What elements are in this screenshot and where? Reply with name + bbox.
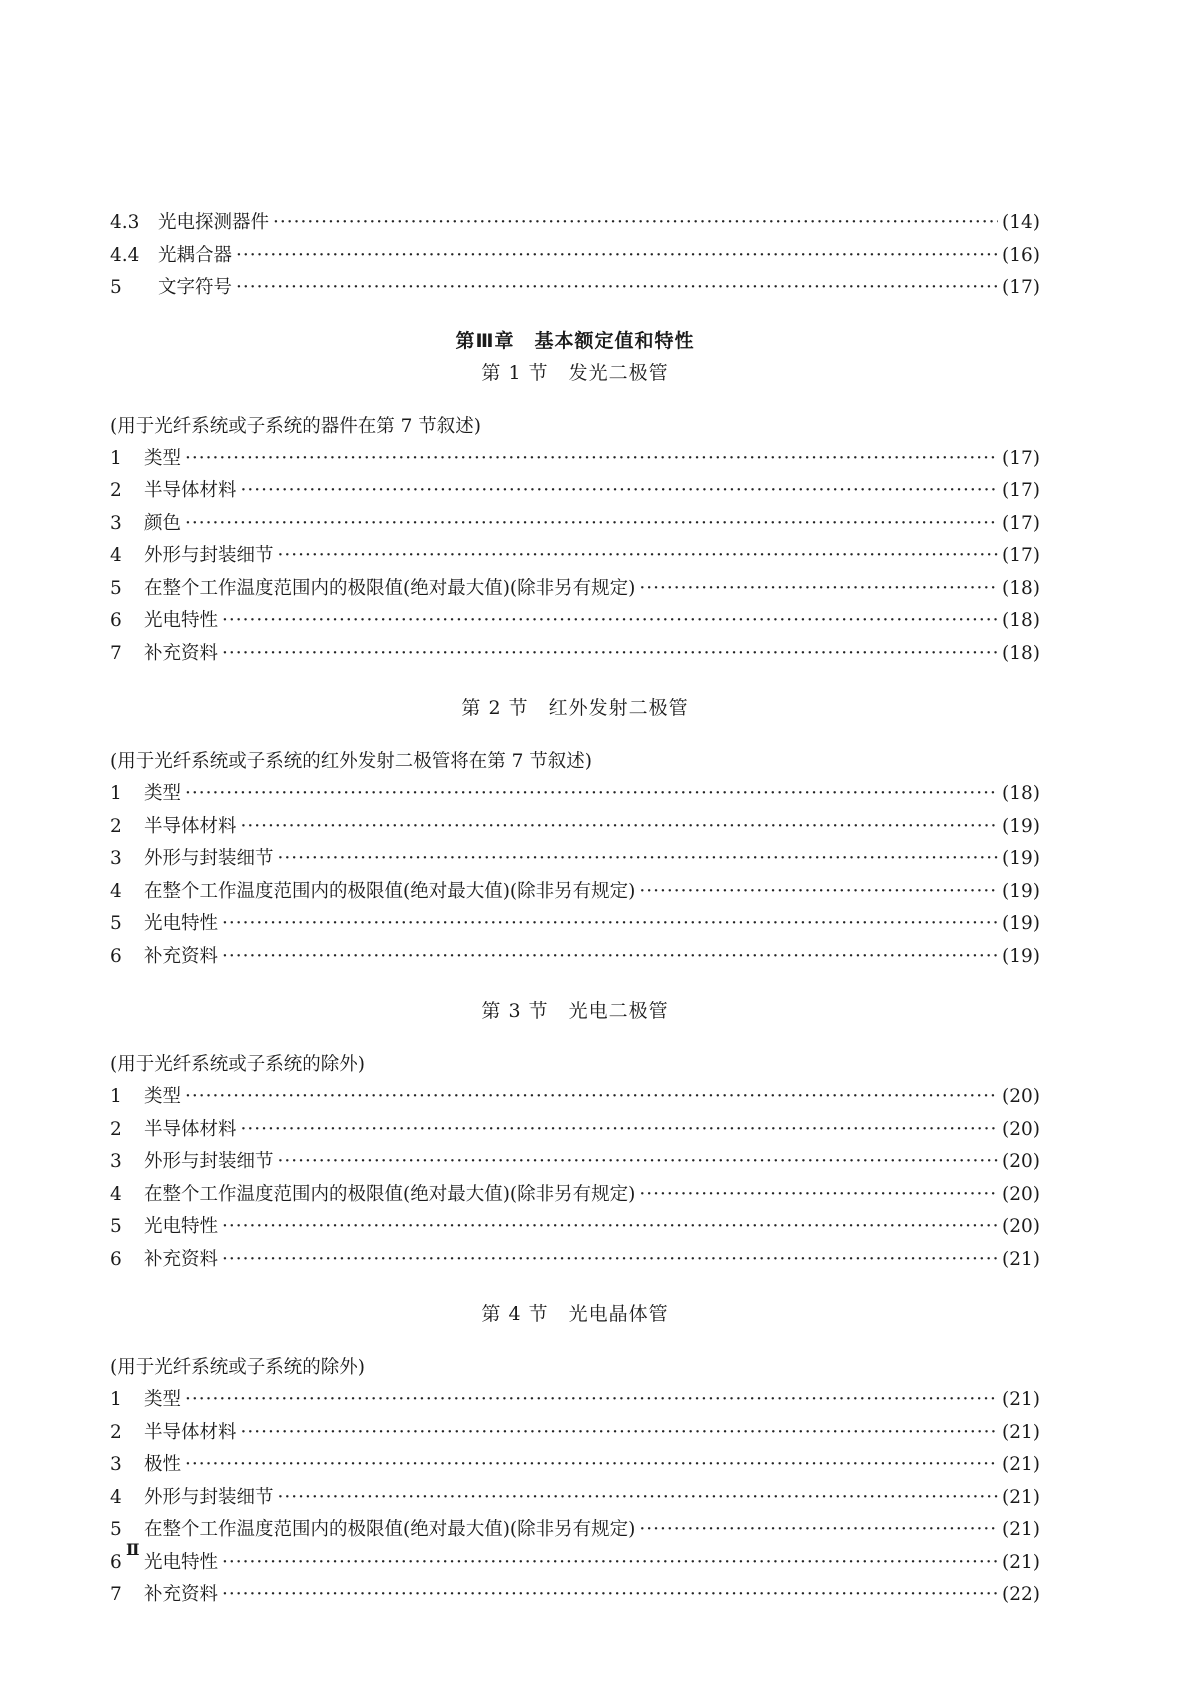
entry-title: 补充资料 — [144, 945, 219, 967]
entry-page: (17) — [1002, 512, 1040, 534]
dot-leader — [278, 1146, 999, 1179]
entry-page: (17) — [1002, 277, 1040, 298]
toc-entry[interactable] — [110, 1244, 1040, 1277]
toc-entry[interactable] — [110, 843, 1040, 876]
entry-number: 1 — [110, 783, 122, 804]
entry-number: 3 — [110, 1454, 122, 1475]
dot-leader — [278, 540, 999, 573]
dot-leader — [241, 1114, 999, 1147]
entry-number: 7 — [110, 1584, 122, 1605]
entry-page: (19) — [1002, 913, 1040, 934]
toc-entry[interactable] — [110, 1547, 1040, 1580]
toc-entry[interactable] — [110, 1384, 1040, 1417]
section-block — [110, 995, 1040, 1276]
entry-page: (21) — [1002, 1454, 1040, 1475]
entry-number: 2 — [110, 480, 122, 501]
entry-page: (18) — [1002, 577, 1040, 599]
entry-page: (21) — [1002, 1389, 1040, 1410]
entry-number: 4 — [110, 1486, 122, 1508]
entry-number: 4 — [110, 1183, 122, 1205]
entry-number: 5 — [110, 277, 122, 298]
entry-page: (14) — [1002, 212, 1040, 233]
entry-page: (20) — [1002, 1086, 1040, 1107]
front-entries — [110, 207, 1040, 305]
entry-page: (18) — [1002, 783, 1040, 804]
section-heading: 第 4 节 光电晶体管 — [481, 1303, 669, 1325]
dot-leader — [639, 1179, 998, 1212]
section-note: (用于光纤系统或子系统的除外) — [110, 1054, 365, 1075]
entry-page: (16) — [1002, 244, 1040, 266]
section-block — [110, 1298, 1040, 1612]
entry-number: 5 — [110, 1216, 122, 1237]
entry-number: 2 — [110, 1118, 122, 1140]
section-note: (用于光纤系统或子系统的器件在第 7 节叙述) — [110, 415, 481, 437]
toc-entry[interactable] — [110, 778, 1040, 811]
entry-title: 在整个工作温度范围内的极限值(绝对最大值)(除非另有规定) — [144, 577, 636, 599]
toc-entry[interactable] — [110, 1179, 1040, 1212]
toc-entry[interactable] — [110, 272, 1040, 305]
entry-title: 补充资料 — [144, 1584, 219, 1605]
entry-page: (21) — [1002, 1551, 1040, 1573]
entry-page: (20) — [1002, 1151, 1040, 1172]
entry-number: 1 — [110, 1086, 122, 1107]
section-block — [110, 357, 1040, 671]
dot-leader — [222, 1244, 998, 1277]
entry-title: 补充资料 — [144, 642, 219, 664]
entry-title: 在整个工作温度范围内的极限值(绝对最大值)(除非另有规定) — [144, 1519, 636, 1540]
chapter-heading: 第Ⅲ章 基本额定值和特性 — [455, 329, 695, 352]
entry-number: 4.3 — [110, 212, 140, 233]
entry-number: 6 — [110, 610, 122, 631]
dot-leader — [222, 638, 998, 671]
dot-leader — [222, 1579, 998, 1612]
entry-number: 1 — [110, 1389, 122, 1410]
toc-entry[interactable] — [110, 240, 1040, 273]
toc-entry[interactable] — [110, 811, 1040, 844]
entry-page: (21) — [1002, 1486, 1040, 1508]
entry-page: (17) — [1002, 545, 1040, 566]
entry-title: 在整个工作温度范围内的极限值(绝对最大值)(除非另有规定) — [144, 880, 636, 902]
entry-number: 5 — [110, 1519, 122, 1540]
dot-leader — [278, 843, 999, 876]
entry-number: 4.4 — [110, 244, 140, 266]
entry-page: (18) — [1002, 642, 1040, 664]
entry-title: 光电特性 — [144, 610, 219, 631]
toc-entry[interactable] — [110, 605, 1040, 638]
dot-leader — [185, 778, 998, 811]
dot-leader — [241, 475, 999, 508]
dot-leader — [639, 573, 998, 606]
entry-number: 6 — [110, 945, 122, 967]
entry-page: (21) — [1002, 1421, 1040, 1443]
toc-entry[interactable] — [110, 1449, 1040, 1482]
dot-leader — [273, 207, 998, 240]
entry-page: (19) — [1002, 880, 1040, 902]
toc-entry[interactable] — [110, 1211, 1040, 1244]
entry-page: (19) — [1002, 815, 1040, 837]
table-of-contents — [110, 207, 1040, 1612]
entry-title: 类型 — [144, 447, 182, 469]
entry-number: 6 — [110, 1551, 122, 1573]
entry-title: 补充资料 — [144, 1248, 219, 1270]
toc-entry[interactable] — [110, 207, 1040, 240]
section-note: (用于光纤系统或子系统的红外发射二极管将在第 7 节叙述) — [110, 751, 592, 772]
dot-leader — [278, 1482, 999, 1515]
toc-entry[interactable] — [110, 941, 1040, 974]
entry-number: 7 — [110, 642, 122, 664]
entry-title: 在整个工作温度范围内的极限值(绝对最大值)(除非另有规定) — [144, 1183, 636, 1205]
entry-page: (17) — [1002, 447, 1040, 469]
dot-leader — [236, 272, 998, 305]
dot-leader — [639, 876, 998, 909]
entry-title: 半导体材料 — [144, 815, 237, 837]
section-heading: 第 3 节 光电二极管 — [481, 1000, 669, 1022]
entry-page: (21) — [1002, 1519, 1040, 1540]
entry-number: 4 — [110, 880, 122, 902]
toc-entry[interactable] — [110, 876, 1040, 909]
entry-page: (20) — [1002, 1118, 1040, 1140]
entry-title: 类型 — [144, 1389, 182, 1410]
dot-leader — [222, 1211, 998, 1244]
dot-leader — [222, 605, 998, 638]
entry-title: 类型 — [144, 1086, 182, 1107]
entry-title: 外形与封装细节 — [144, 1486, 274, 1508]
entry-title: 光电特性 — [144, 1216, 219, 1237]
entry-number: 2 — [110, 1421, 122, 1443]
entry-title: 光电特性 — [144, 1551, 219, 1573]
toc-entry[interactable] — [110, 1514, 1040, 1547]
dot-leader — [185, 443, 998, 476]
entry-number: 3 — [110, 1151, 122, 1172]
entry-title: 外形与封装细节 — [144, 1151, 274, 1172]
toc-entry[interactable] — [110, 573, 1040, 606]
sections — [110, 357, 1040, 1612]
entry-title: 半导体材料 — [144, 480, 237, 501]
dot-leader — [241, 811, 999, 844]
toc-entry[interactable] — [110, 1579, 1040, 1612]
entry-page: (19) — [1002, 848, 1040, 869]
toc-entry[interactable] — [110, 1146, 1040, 1179]
toc-entry[interactable] — [110, 638, 1040, 671]
section-heading: 第 1 节 发光二极管 — [481, 361, 669, 384]
entry-title: 文字符号 — [158, 277, 233, 298]
section-block — [110, 692, 1040, 973]
page-number: Ⅱ — [126, 1540, 140, 1559]
entry-title: 极性 — [144, 1454, 182, 1475]
dot-leader — [185, 508, 998, 541]
dot-leader — [222, 1547, 998, 1580]
entry-page: (19) — [1002, 945, 1040, 967]
section-heading: 第 2 节 红外发射二极管 — [461, 697, 689, 719]
entry-title: 光电特性 — [144, 913, 219, 934]
entry-number: 3 — [110, 512, 122, 534]
entry-number: 5 — [110, 913, 122, 934]
entry-page: (21) — [1002, 1248, 1040, 1270]
entry-title: 光耦合器 — [158, 244, 233, 266]
toc-entry[interactable] — [110, 1081, 1040, 1114]
toc-entry[interactable] — [110, 540, 1040, 573]
entry-title: 光电探测器件 — [158, 212, 270, 233]
entry-number: 1 — [110, 447, 122, 469]
entry-title: 半导体材料 — [144, 1421, 237, 1443]
toc-entry[interactable] — [110, 1482, 1040, 1515]
dot-leader — [222, 941, 998, 974]
entry-number: 4 — [110, 545, 122, 566]
toc-entry[interactable] — [110, 908, 1040, 941]
toc-entry[interactable] — [110, 1417, 1040, 1450]
entry-number: 3 — [110, 848, 122, 869]
dot-leader — [185, 1081, 998, 1114]
entry-page: (20) — [1002, 1183, 1040, 1205]
entry-title: 外形与封装细节 — [144, 545, 274, 566]
toc-entry[interactable] — [110, 1114, 1040, 1147]
entry-number: 2 — [110, 815, 122, 837]
entry-page: (18) — [1002, 610, 1040, 631]
dot-leader — [639, 1514, 998, 1547]
entry-title: 半导体材料 — [144, 1118, 237, 1140]
dot-leader — [185, 1449, 998, 1482]
dot-leader — [241, 1417, 999, 1450]
entry-title: 类型 — [144, 783, 182, 804]
entry-title: 颜色 — [144, 512, 182, 534]
entry-number: 6 — [110, 1248, 122, 1270]
entry-number: 5 — [110, 577, 122, 599]
dot-leader — [185, 1384, 998, 1417]
toc-entry[interactable] — [110, 475, 1040, 508]
dot-leader — [222, 908, 998, 941]
entry-title: 外形与封装细节 — [144, 848, 274, 869]
entry-page: (20) — [1002, 1216, 1040, 1237]
toc-entry[interactable] — [110, 508, 1040, 541]
dot-leader — [236, 240, 998, 273]
entry-page: (17) — [1002, 480, 1040, 501]
section-note: (用于光纤系统或子系统的除外) — [110, 1357, 365, 1378]
toc-entry[interactable] — [110, 443, 1040, 476]
entry-page: (22) — [1002, 1584, 1040, 1605]
